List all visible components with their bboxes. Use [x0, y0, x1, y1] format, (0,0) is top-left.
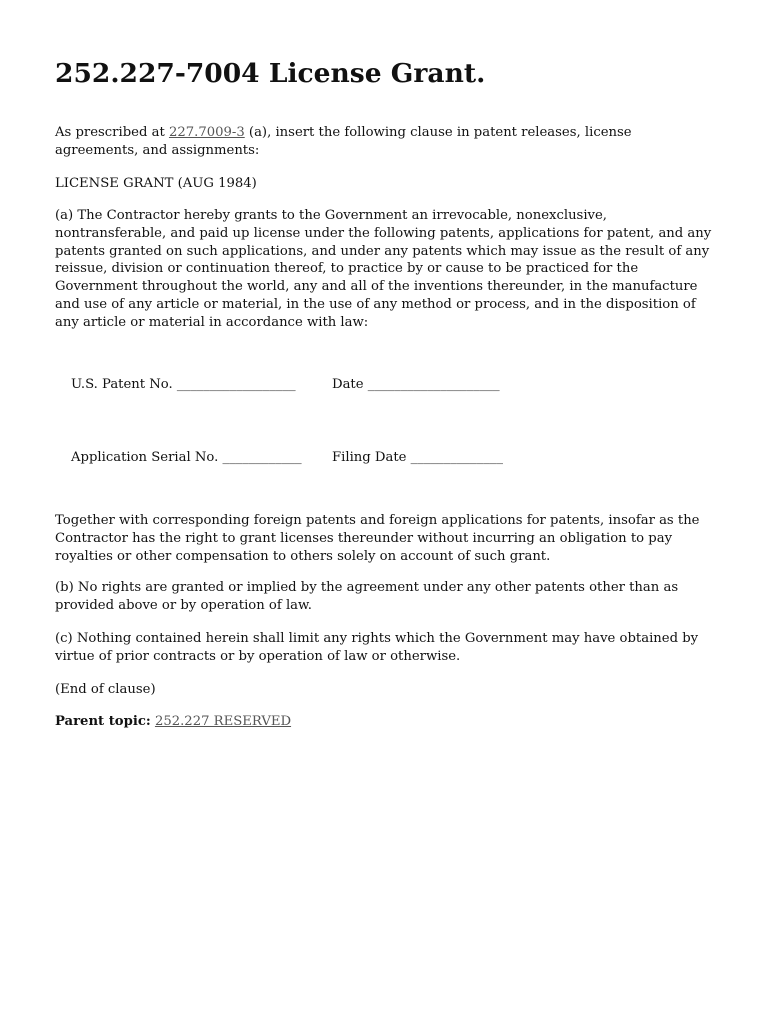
paragraph-b: (b) No rights are granted or implied by the agreement under any other patents other than as provided above or by operation of law. [55, 580, 679, 613]
paragraph-c: (c) Nothing contained herein shall limit any rights which the Government may have obtained by virtue of prior contracts or by operation of law or otherwise. [55, 631, 699, 664]
end-of-clause: (End of clause) [55, 682, 156, 697]
parent-topic [55, 713, 719, 731]
page-title: 252.227-7004 License Grant. [55, 58, 486, 89]
intro-text-after: (a), insert the following clause in patent releases, license agreements, and assignments: [55, 125, 632, 158]
patent-number-field: U.S. Patent No. __________________ [71, 377, 296, 392]
together-paragraph: Together with corresponding foreign patents and foreign applications for patents, insofar as the Contractor has the right to grant licenses thereunder without incurring an obligation to pay royalties or other compensation to others solely on account of such grant. [55, 513, 700, 564]
paragraph-a: (a) The Contractor hereby grants to the Government an irrevocable, nonexclusive, nontransferable, and paid up license under the following patents, applications for patent, and any patents granted on such applications, and under any patents which may issue as the result of any reissue, division or continuation thereof, to practice by or cause to be practiced for the Government throughout the world, any and all of the inventions thereunder, in the manufacture and use of any article or material, in the use of any method or process, and in the disposition of any article or material in accordance with law: [55, 208, 712, 330]
parent-topic-label: Parent topic: [55, 714, 151, 729]
intro-paragraph [55, 124, 719, 160]
patent-date-field: Date ____________________ [332, 377, 500, 392]
prescribed-at-link[interactable]: 227.7009-3 [168, 125, 245, 140]
filing-date-field: Filing Date ______________ [332, 450, 503, 465]
clause-title: LICENSE GRANT (AUG 1984) [55, 176, 257, 191]
intro-text-before: As prescribed at [55, 125, 169, 140]
parent-topic-link[interactable]: 252.227 RESERVED [154, 714, 292, 729]
application-serial-field: Application Serial No. ____________ [71, 450, 302, 465]
